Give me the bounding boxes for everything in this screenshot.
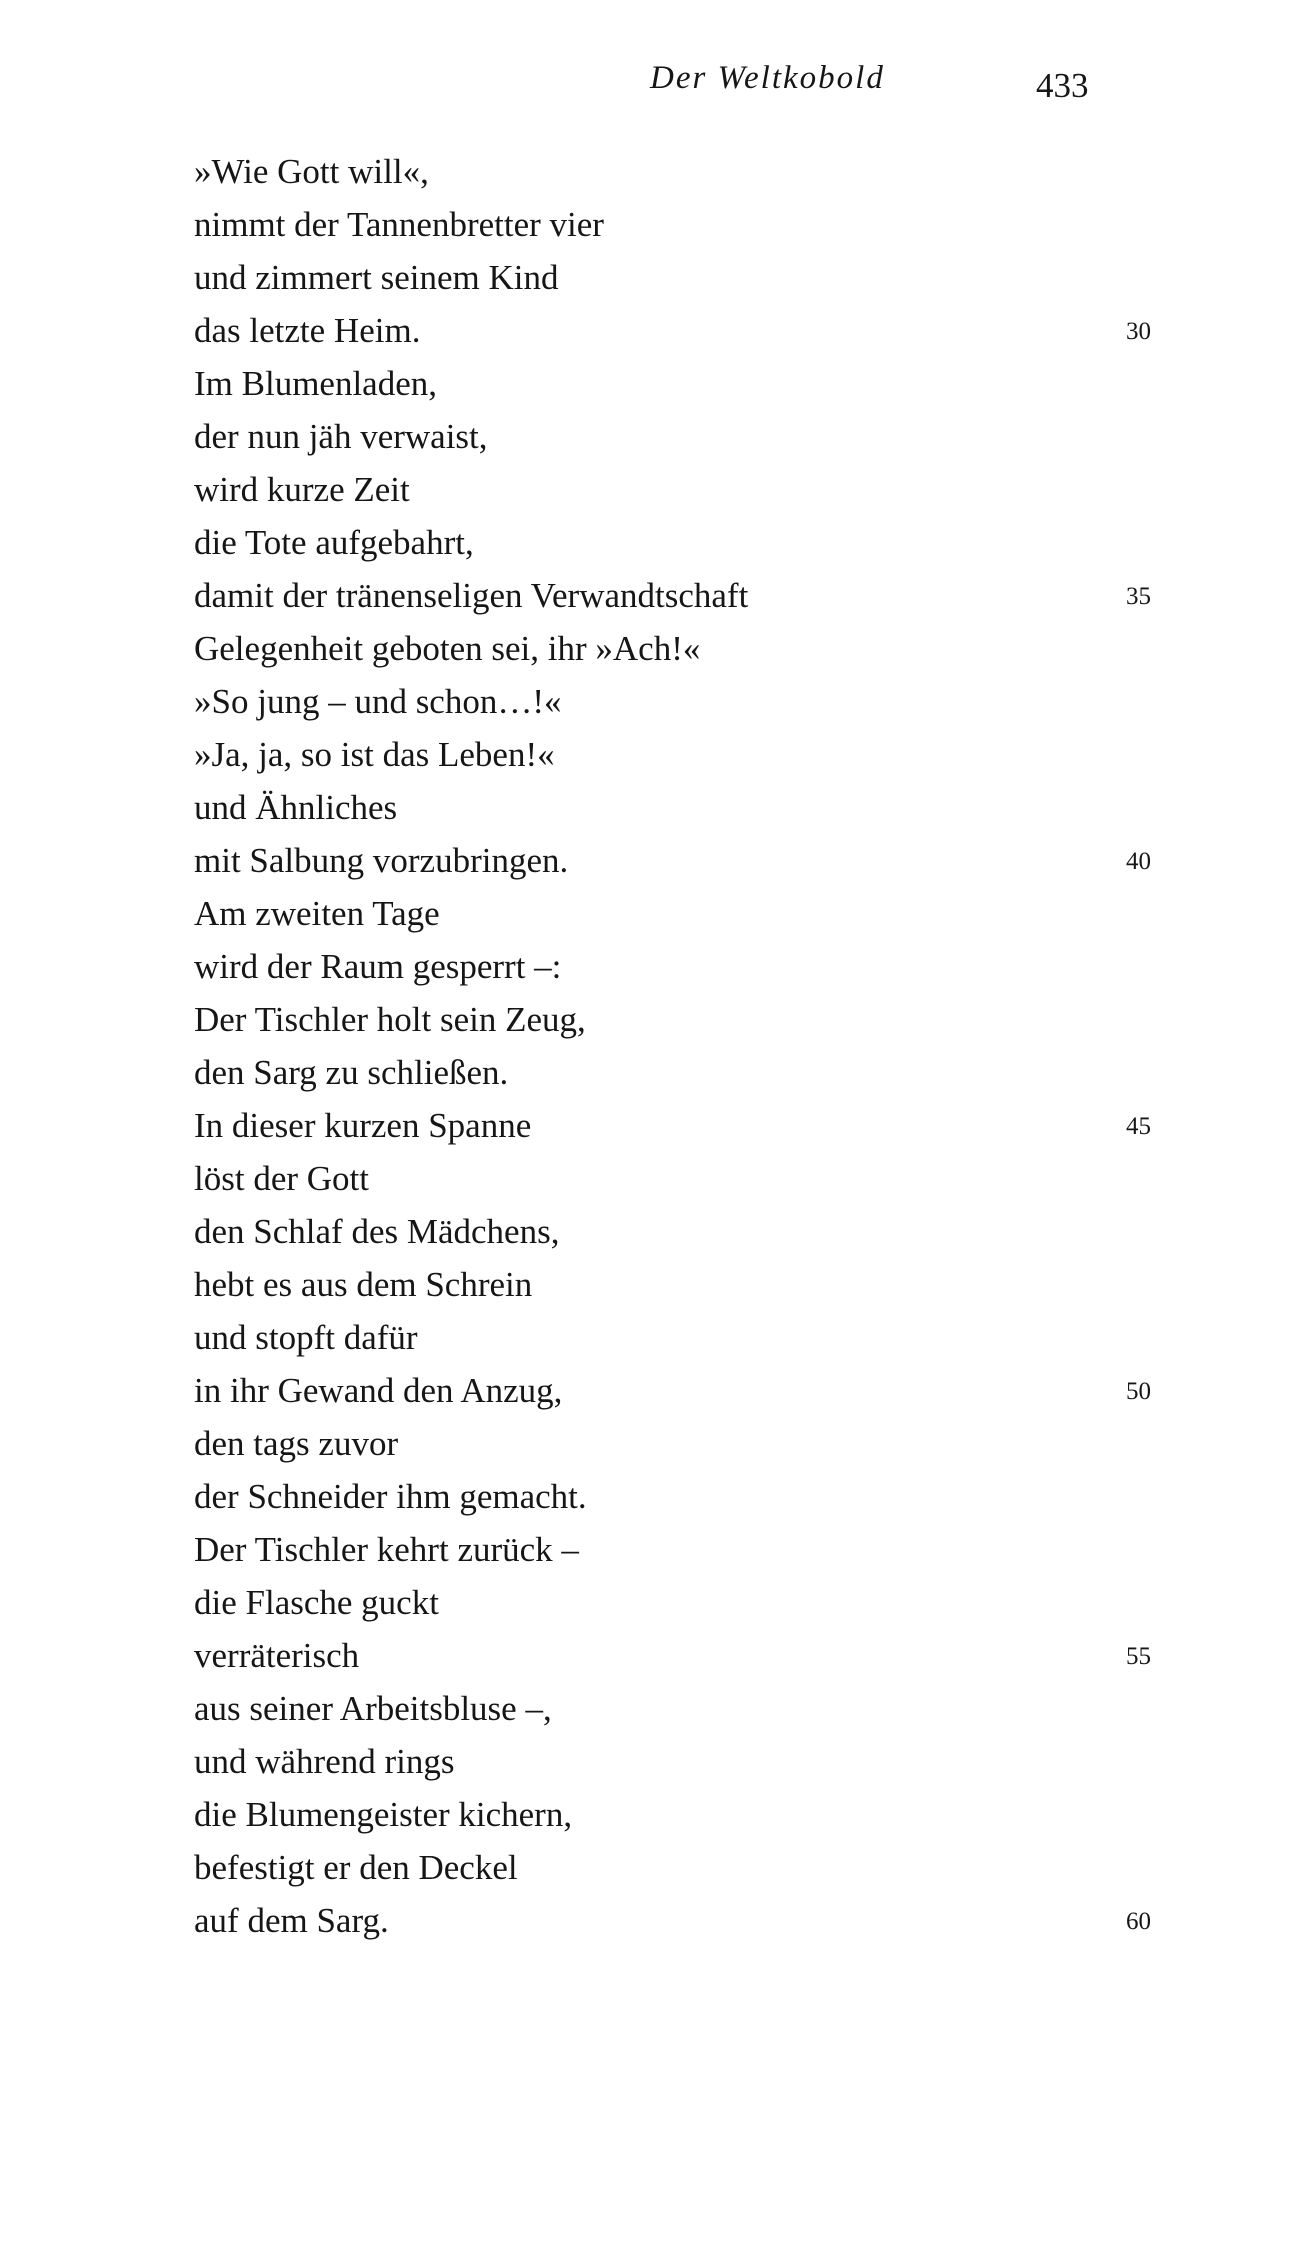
verse-line: In dieser kurzen Spanne (194, 1106, 532, 1145)
verse-line: und während rings (194, 1742, 455, 1781)
verse-line: Gelegenheit geboten sei, ihr »Ach!« (194, 629, 701, 668)
verse-line: Der Tischler holt sein Zeug, (194, 1000, 586, 1039)
verse-line: und Ähnliches (194, 788, 398, 827)
verse-line: und stopft dafür (194, 1318, 418, 1357)
verse-line: und zimmert seinem Kind (194, 258, 559, 297)
verse-line: »Ja, ja, so ist das Leben!« (194, 735, 555, 774)
verse-line: den Sarg zu schließen. (194, 1053, 509, 1092)
verse-line: wird kurze Zeit (194, 470, 410, 509)
verse-line: aus seiner Arbeitsbluse –, (194, 1689, 552, 1728)
verse-line: die Blumengeister kichern, (194, 1795, 573, 1834)
line-number: 35 (1126, 583, 1151, 610)
verse-line: Im Blumenladen, (194, 364, 438, 403)
verse-line: löst der Gott (194, 1159, 369, 1198)
verse-line: »So jung – und schon…!« (194, 682, 562, 721)
verse-line: den Schlaf des Mädchens, (194, 1212, 560, 1251)
verse-line: die Flasche guckt (194, 1583, 439, 1622)
verse-line: der Schneider ihm gemacht. (194, 1477, 587, 1516)
line-number: 60 (1126, 1908, 1151, 1935)
verse-line: mit Salbung vorzubringen. (194, 841, 569, 880)
verse-line: nimmt der Tannenbretter vier (194, 205, 604, 244)
poem-body (194, 145, 1074, 1947)
verse-line: wird der Raum gesperrt –: (194, 947, 562, 986)
verse-line: auf dem Sarg. (194, 1901, 389, 1940)
line-number: 50 (1126, 1378, 1151, 1405)
verse-line: die Tote aufgebahrt, (194, 523, 474, 562)
running-title: Der Weltkobold (650, 60, 885, 96)
line-number: 45 (1126, 1113, 1151, 1140)
line-number: 55 (1126, 1643, 1151, 1670)
verse-line: Am zweiten Tage (194, 894, 440, 933)
page-number: 433 (1036, 66, 1089, 105)
verse-line: in ihr Gewand den Anzug, (194, 1371, 563, 1410)
verse-line: das letzte Heim. (194, 311, 421, 350)
verse-line: der nun jäh verwaist, (194, 417, 488, 456)
verse-line: den tags zuvor (194, 1424, 399, 1463)
verse-line: Der Tischler kehrt zurück – (194, 1530, 579, 1569)
verse-line: befestigt er den Deckel (194, 1848, 518, 1887)
verse-line: damit der tränenseligen Verwandtschaft (194, 576, 749, 615)
line-number: 30 (1126, 318, 1151, 345)
verse-line: hebt es aus dem Schrein (194, 1265, 533, 1304)
verse-line: »Wie Gott will«, (194, 152, 429, 191)
verse-line: verräterisch (194, 1636, 360, 1675)
line-number: 40 (1126, 848, 1151, 875)
